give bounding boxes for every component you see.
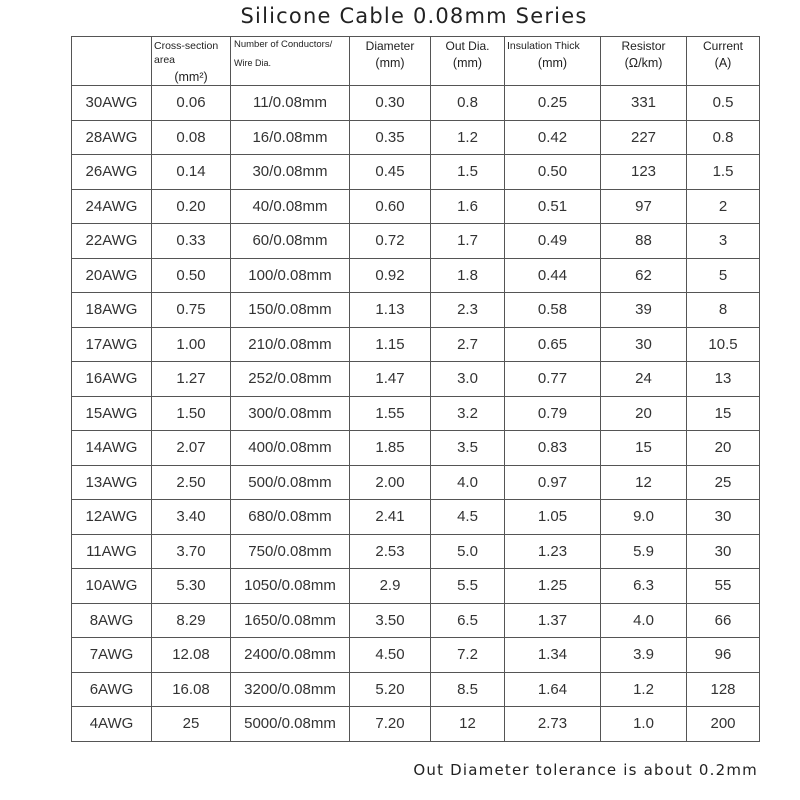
header-unit: (mm) [375,56,405,70]
cell-resistor: 88 [601,224,687,259]
table-row [72,258,760,293]
cell-resistor: 6.3 [601,569,687,604]
cell-current: 3 [687,224,760,259]
cell-gauge: 6AWG [72,672,152,707]
cell-out-dia: 1.2 [431,120,505,155]
tolerance-note: Out Diameter tolerance is about 0.2mm [413,761,758,779]
cell-insulation: 0.83 [505,431,601,466]
cell-cross-section: 2.50 [152,465,231,500]
cell-gauge: 13AWG [72,465,152,500]
cell-resistor: 1.0 [601,707,687,742]
cell-diameter: 2.00 [350,465,431,500]
cell-resistor: 24 [601,362,687,397]
cell-current: 128 [687,672,760,707]
cell-diameter: 1.13 [350,293,431,328]
cell-out-dia: 3.2 [431,396,505,431]
header-diameter [350,37,431,86]
cell-insulation: 0.49 [505,224,601,259]
cell-current: 30 [687,500,760,535]
cell-conductors: 5000/0.08mm [231,707,350,742]
cell-resistor: 62 [601,258,687,293]
cell-gauge: 14AWG [72,431,152,466]
cell-gauge: 10AWG [72,569,152,604]
cell-gauge: 7AWG [72,638,152,673]
cell-current: 1.5 [687,155,760,190]
table-row [72,120,760,155]
header-insulation [505,37,601,86]
table-body [72,86,760,742]
spec-table-container [71,36,800,754]
cell-cross-section: 0.33 [152,224,231,259]
cell-gauge: 4AWG [72,707,152,742]
cell-conductors: 750/0.08mm [231,534,350,569]
cell-current: 20 [687,431,760,466]
cell-out-dia: 6.5 [431,603,505,638]
cell-diameter: 1.55 [350,396,431,431]
cell-cross-section: 1.27 [152,362,231,397]
cell-resistor: 39 [601,293,687,328]
table-row [72,534,760,569]
table-row [72,86,760,121]
cell-cross-section: 0.75 [152,293,231,328]
cell-cross-section: 3.70 [152,534,231,569]
cell-resistor: 9.0 [601,500,687,535]
cell-out-dia: 1.7 [431,224,505,259]
header-label: Insulation Thick [507,40,580,52]
header-unit: Wire Dia. [234,58,272,68]
cell-conductors: 2400/0.08mm [231,638,350,673]
cell-out-dia: 3.0 [431,362,505,397]
cell-out-dia: 1.8 [431,258,505,293]
cell-gauge: 11AWG [72,534,152,569]
cell-current: 0.8 [687,120,760,155]
cell-resistor: 123 [601,155,687,190]
cell-cross-section: 0.14 [152,155,231,190]
cell-insulation: 0.25 [505,86,601,121]
cell-conductors: 210/0.08mm [231,327,350,362]
cell-insulation: 0.42 [505,120,601,155]
header-gauge [72,37,152,86]
cell-insulation: 0.50 [505,155,601,190]
header-unit: (A) [714,56,732,70]
cell-out-dia: 2.3 [431,293,505,328]
cell-resistor: 331 [601,86,687,121]
table-row [72,707,760,742]
cell-insulation: 1.25 [505,569,601,604]
cell-gauge: 30AWG [72,86,152,121]
cell-gauge: 17AWG [72,327,152,362]
cell-resistor: 20 [601,396,687,431]
cell-out-dia: 1.5 [431,155,505,190]
header-label: Resistor [621,39,666,53]
cell-cross-section: 3.40 [152,500,231,535]
cell-insulation: 0.79 [505,396,601,431]
cell-current: 15 [687,396,760,431]
cell-diameter: 0.60 [350,189,431,224]
cell-conductors: 150/0.08mm [231,293,350,328]
cell-conductors: 40/0.08mm [231,189,350,224]
header-row [72,37,760,86]
cell-insulation: 0.58 [505,293,601,328]
header-resistor [601,37,687,86]
cell-insulation: 2.73 [505,707,601,742]
table-row [72,224,760,259]
table-row [72,396,760,431]
cell-out-dia: 0.8 [431,86,505,121]
header-unit: (mm) [452,56,483,70]
cell-out-dia: 1.6 [431,189,505,224]
cell-current: 10.5 [687,327,760,362]
table-row [72,638,760,673]
cell-resistor: 5.9 [601,534,687,569]
spec-table [71,36,760,742]
cell-cross-section: 0.08 [152,120,231,155]
cell-gauge: 24AWG [72,189,152,224]
cell-gauge: 15AWG [72,396,152,431]
cell-conductors: 60/0.08mm [231,224,350,259]
cell-out-dia: 4.0 [431,465,505,500]
cell-cross-section: 1.50 [152,396,231,431]
table-row [72,465,760,500]
cell-gauge: 22AWG [72,224,152,259]
cell-cross-section: 0.20 [152,189,231,224]
cell-conductors: 500/0.08mm [231,465,350,500]
cell-gauge: 16AWG [72,362,152,397]
table-row [72,500,760,535]
cell-gauge: 18AWG [72,293,152,328]
cell-cross-section: 8.29 [152,603,231,638]
table-row [72,362,760,397]
cell-conductors: 100/0.08mm [231,258,350,293]
cell-gauge: 12AWG [72,500,152,535]
cell-current: 2 [687,189,760,224]
cell-diameter: 2.9 [350,569,431,604]
cell-current: 66 [687,603,760,638]
cell-cross-section: 0.50 [152,258,231,293]
cell-out-dia: 5.5 [431,569,505,604]
cell-out-dia: 5.0 [431,534,505,569]
header-cross-section [152,37,231,86]
header-unit: (mm) [537,56,568,70]
header-label: Current [702,39,743,53]
cell-diameter: 3.50 [350,603,431,638]
cell-current: 25 [687,465,760,500]
cell-out-dia: 4.5 [431,500,505,535]
cell-gauge: 20AWG [72,258,152,293]
page-title: Silicone Cable 0.08mm Series [240,4,588,28]
cell-current: 96 [687,638,760,673]
header-current [687,37,760,86]
cell-conductors: 3200/0.08mm [231,672,350,707]
cell-diameter: 4.50 [350,638,431,673]
cell-insulation: 1.37 [505,603,601,638]
cell-diameter: 0.45 [350,155,431,190]
cell-conductors: 680/0.08mm [231,500,350,535]
cell-insulation: 0.97 [505,465,601,500]
cell-out-dia: 8.5 [431,672,505,707]
cell-insulation: 0.51 [505,189,601,224]
cell-cross-section: 16.08 [152,672,231,707]
cell-gauge: 28AWG [72,120,152,155]
cell-diameter: 0.72 [350,224,431,259]
cell-conductors: 11/0.08mm [231,86,350,121]
header-label: Out Dia. [445,39,490,53]
header-label: Cross-section area [154,40,219,66]
cell-conductors: 400/0.08mm [231,431,350,466]
cell-insulation: 1.23 [505,534,601,569]
cell-diameter: 1.85 [350,431,431,466]
cell-current: 30 [687,534,760,569]
cell-out-dia: 3.5 [431,431,505,466]
cell-diameter: 7.20 [350,707,431,742]
cell-out-dia: 12 [431,707,505,742]
header-conductors [231,37,350,86]
cell-insulation: 1.64 [505,672,601,707]
table-row [72,293,760,328]
cell-cross-section: 1.00 [152,327,231,362]
table-row [72,189,760,224]
cell-diameter: 1.15 [350,327,431,362]
cell-cross-section: 5.30 [152,569,231,604]
cell-diameter: 0.92 [350,258,431,293]
cell-insulation: 1.34 [505,638,601,673]
cell-conductors: 300/0.08mm [231,396,350,431]
header-unit: (Ω/km) [624,56,663,70]
cell-current: 13 [687,362,760,397]
cell-diameter: 2.53 [350,534,431,569]
header-unit: (mm²) [174,70,208,84]
cell-insulation: 0.65 [505,327,601,362]
cell-current: 8 [687,293,760,328]
cell-cross-section: 0.06 [152,86,231,121]
cell-current: 0.5 [687,86,760,121]
cell-diameter: 1.47 [350,362,431,397]
cell-diameter: 5.20 [350,672,431,707]
cell-insulation: 1.05 [505,500,601,535]
cell-diameter: 0.35 [350,120,431,155]
cell-current: 55 [687,569,760,604]
cell-conductors: 16/0.08mm [231,120,350,155]
table-row [72,603,760,638]
cell-cross-section: 2.07 [152,431,231,466]
table-row [72,327,760,362]
cell-resistor: 227 [601,120,687,155]
cell-resistor: 97 [601,189,687,224]
cell-resistor: 1.2 [601,672,687,707]
cell-cross-section: 25 [152,707,231,742]
header-label: Diameter [365,39,415,53]
table-row [72,672,760,707]
header-out-dia [431,37,505,86]
cell-diameter: 0.30 [350,86,431,121]
cell-gauge: 8AWG [72,603,152,638]
cell-resistor: 4.0 [601,603,687,638]
table-row [72,431,760,466]
cell-insulation: 0.77 [505,362,601,397]
cell-conductors: 252/0.08mm [231,362,350,397]
cell-out-dia: 7.2 [431,638,505,673]
cell-cross-section: 12.08 [152,638,231,673]
cell-conductors: 1050/0.08mm [231,569,350,604]
cell-conductors: 30/0.08mm [231,155,350,190]
cell-conductors: 1650/0.08mm [231,603,350,638]
table-row [72,569,760,604]
cell-resistor: 30 [601,327,687,362]
header-label: Number of Conductors/ [234,39,333,50]
cell-resistor: 12 [601,465,687,500]
cell-resistor: 3.9 [601,638,687,673]
cell-diameter: 2.41 [350,500,431,535]
cell-out-dia: 2.7 [431,327,505,362]
table-row [72,155,760,190]
cell-insulation: 0.44 [505,258,601,293]
cell-current: 5 [687,258,760,293]
cell-current: 200 [687,707,760,742]
cell-resistor: 15 [601,431,687,466]
cell-gauge: 26AWG [72,155,152,190]
